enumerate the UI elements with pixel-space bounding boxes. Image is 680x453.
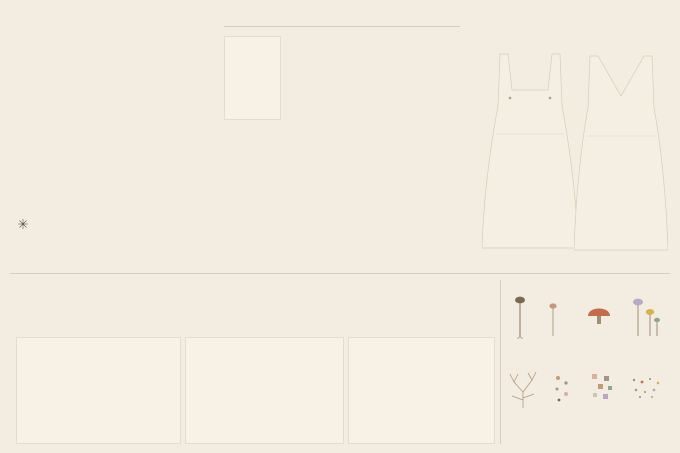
colorway-a-print [16,337,181,444]
pixel-squares-icon [590,372,616,402]
mushroom-cap-icon [586,302,612,326]
hero-print-art [78,40,210,240]
mushroom-group-icon [630,294,662,340]
ground-speckles-icon [630,376,662,400]
spore-burst-icon [17,218,29,230]
tall-mushroom-icon [510,294,530,340]
pattern-tile[interactable] [224,36,281,120]
pattern-art [225,37,280,119]
colorway-c-print [348,337,495,444]
tiny-mushroom-icon [545,300,561,338]
colorway-b-print [185,337,344,444]
mycelium-branch-icon [506,370,540,410]
spore-dots-icon [552,374,572,404]
dress-front [482,48,578,256]
dress-back [574,52,668,256]
